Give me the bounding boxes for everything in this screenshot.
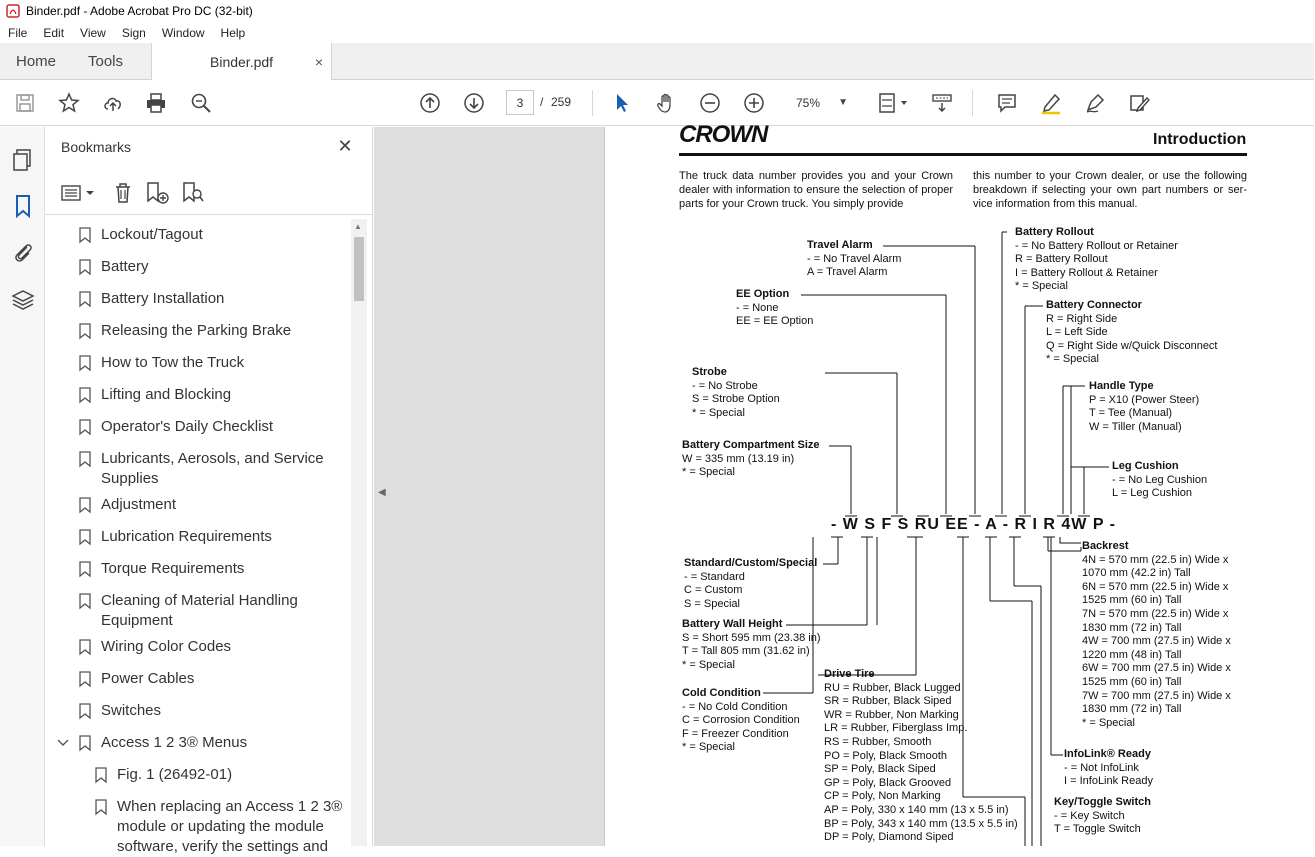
backrest-line: 4N = 570 mm (22.5 in) Wide x (1082, 553, 1229, 566)
battery-connector-line: R = Right Side (1046, 312, 1118, 325)
title-bar (0, 0, 1314, 22)
drive-tire-line: RS = Rubber, Smooth (824, 735, 932, 748)
bookmarks-panel (45, 127, 373, 855)
page-heading: Introduction (1153, 131, 1247, 148)
bookmark-icon (79, 703, 91, 719)
hand-tool-icon[interactable] (654, 91, 678, 115)
pdf-page (604, 121, 1314, 846)
select-cursor-icon[interactable] (610, 91, 634, 115)
handle-type-line: P = X10 (Power Steer) (1089, 393, 1200, 406)
battery-compartment-line: W = 335 mm (13.19 in) (682, 452, 795, 465)
zoom-out-icon[interactable] (698, 91, 722, 115)
bookmark-icon (79, 259, 91, 275)
strobe-line: - = No Strobe (692, 379, 758, 392)
handle-type-block (1089, 380, 1199, 434)
star-icon[interactable] (57, 91, 81, 115)
drive-tire-block (824, 668, 1018, 845)
page-number-input[interactable]: 3 (506, 90, 534, 115)
bookmark-label: Equipment (101, 612, 173, 629)
drive-tire-line: PO = Poly, Black Smooth (824, 749, 947, 762)
bookmark-label: Wiring Color Codes (101, 638, 232, 655)
bookmark-icon (79, 323, 91, 339)
menu-view[interactable]: View (80, 25, 106, 40)
battery-wall-height-line: * = Special (682, 658, 735, 671)
battery-connector-block (1046, 299, 1218, 367)
print-icon[interactable] (144, 91, 168, 115)
bookmark-icon (79, 387, 91, 403)
bookmark-icon (79, 497, 91, 513)
next-page-icon[interactable] (462, 91, 486, 115)
toolbar-divider-2 (972, 90, 973, 116)
bookmark-list (45, 219, 351, 855)
backrest-line: 1830 mm (72 in) Tall (1082, 703, 1182, 716)
bookmark-icon (79, 671, 91, 687)
page-total: 259 (551, 95, 572, 109)
chevron-down-icon: ▼ (838, 97, 848, 108)
backrest-block (1082, 540, 1231, 730)
bookmark-icon (79, 419, 91, 435)
panel-title: Bookmarks (61, 139, 132, 155)
scroll-mode-icon[interactable] (930, 91, 954, 115)
strobe-heading: Strobe (692, 366, 727, 378)
truck-data-code: - W S F S RU EE - A - R I R 4W P - (831, 516, 1116, 533)
tab-document[interactable] (151, 43, 332, 81)
strobe-line: S = Strobe Option (692, 393, 780, 406)
bookmark-icon (95, 767, 107, 783)
document-viewer[interactable] (374, 121, 1314, 846)
intro-paragraph-1: The truck data number provides you and your Crown dealer with information to ensure the selection of proper parts for your Crown truck. You simply provide (679, 170, 953, 210)
upload-cloud-icon[interactable] (101, 91, 125, 115)
zoom-search-icon[interactable] (189, 91, 213, 115)
bookmark-label: Switches (101, 702, 162, 719)
bookmark-label: Operator's Daily Checklist (101, 418, 274, 435)
handle-type-heading: Handle Type (1089, 380, 1154, 392)
backrest-line: 1070 mm (42.2 in) Tall (1082, 567, 1191, 580)
battery-connector-heading: Battery Connector (1046, 299, 1142, 311)
layers-icon[interactable] (11, 288, 35, 312)
bookmark-label: Cleaning of Material Handling (101, 592, 298, 609)
ee-option-heading: EE Option (736, 288, 790, 300)
bookmark-label: Battery (101, 258, 149, 275)
travel-alarm-block (807, 239, 901, 280)
drive-tire-line: BP = Poly, 343 x 140 mm (13.5 x 5.5 in) (824, 817, 1018, 830)
key-toggle-heading: Key/Toggle Switch (1054, 796, 1151, 808)
zoom-select[interactable] (786, 90, 852, 115)
standard-custom-block (684, 557, 817, 611)
drive-tire-line: SR = Rubber, Black Siped (824, 695, 952, 708)
page-fit-icon[interactable] (876, 91, 910, 115)
bookmark-label: Fig. 1 (26492-01) (117, 766, 233, 783)
menu-window[interactable]: Window (161, 25, 205, 40)
bookmark-label: Battery Installation (101, 290, 225, 307)
battery-compartment-line: * = Special (682, 466, 735, 479)
intro-paragraph-2: this number to your Crown dealer, or use the following breakdown if selecting your own part numbers or ser-vice information from this manual. (973, 170, 1247, 210)
backrest-line: 1220 mm (48 in) Tall (1082, 648, 1182, 661)
battery-compartment-heading: Battery Compartment Size (682, 439, 820, 451)
bookmark-label: module or updating the module (117, 818, 324, 835)
backrest-line: 1525 mm (60 in) Tall (1082, 675, 1182, 688)
menu-edit[interactable]: Edit (43, 25, 65, 40)
menu-bar (0, 22, 1314, 43)
bookmark-label: Releasing the Parking Brake (101, 322, 292, 339)
battery-wall-height-line: T = Tall 805 mm (31.62 in) (682, 645, 810, 658)
menu-help[interactable]: Help (220, 25, 246, 40)
leg-cushion-line: - = No Leg Cushion (1112, 473, 1208, 486)
battery-rollout-line: R = Battery Rollout (1015, 253, 1108, 266)
save-icon[interactable] (13, 91, 37, 115)
bookmark-icon (79, 291, 91, 307)
drive-tire-line: RU = Rubber, Black Lugged (824, 681, 961, 694)
page-separator: / (540, 95, 544, 109)
drive-tire-line: DP = Poly, Diamond Siped (824, 831, 954, 844)
leg-cushion-block (1112, 460, 1207, 501)
handle-type-line: W = Tiller (Manual) (1089, 420, 1182, 433)
battery-connector-line: L = Left Side (1046, 326, 1108, 339)
backrest-line: 4W = 700 mm (27.5 in) Wide x (1082, 635, 1231, 648)
infolink-line: I = InfoLink Ready (1064, 775, 1153, 788)
battery-rollout-block (1015, 226, 1178, 294)
cold-condition-heading: Cold Condition (682, 687, 761, 699)
backrest-line: 7W = 700 mm (27.5 in) Wide x (1082, 689, 1231, 702)
bookmark-icon (79, 735, 91, 751)
zoom-value: 75% (796, 95, 821, 110)
bookmark-label: When replacing an Access 1 2 3® (117, 798, 343, 815)
bookmark-scrollbar[interactable] (351, 219, 367, 846)
new-bookmark-icon[interactable] (145, 181, 169, 205)
infolink-line: - = Not InfoLink (1064, 761, 1139, 774)
travel-alarm-line: A = Travel Alarm (807, 266, 888, 279)
ee-option-line: - = None (736, 301, 779, 314)
bookmark-label: Lubrication Requirements (101, 528, 272, 545)
attachment-icon[interactable] (11, 240, 35, 264)
previous-page-icon[interactable] (418, 91, 442, 115)
key-toggle-line: T = Toggle Switch (1054, 823, 1141, 836)
main-toolbar (0, 80, 1314, 126)
options-menu-icon[interactable] (61, 181, 95, 205)
bookmark-label: Lockout/Tagout (101, 226, 203, 243)
side-rail (0, 127, 45, 846)
standard-custom-line: - = Standard (684, 570, 745, 583)
ee-option-line: EE = EE Option (736, 315, 814, 328)
key-toggle-line: - = Key Switch (1054, 809, 1125, 822)
comment-icon[interactable] (995, 91, 1019, 115)
tab-bar (0, 43, 1314, 80)
menu-file[interactable]: File (8, 25, 28, 40)
page-thumbnails-icon[interactable] (11, 148, 35, 172)
cold-condition-line: F = Freezer Condition (682, 727, 789, 740)
infolink-heading: InfoLink® Ready (1064, 748, 1151, 760)
battery-wall-height-block (682, 618, 820, 672)
battery-rollout-heading: Battery Rollout (1015, 226, 1094, 238)
bookmark-icon (95, 799, 107, 815)
toolbar-divider (592, 90, 593, 116)
strobe-block (692, 366, 780, 420)
acrobat-icon (6, 4, 20, 18)
svg-text:CROWN: CROWN (679, 121, 768, 148)
drive-tire-line: CP = Poly, Non Marking (824, 790, 941, 803)
tab-document-label: Binder.pdf (210, 54, 274, 70)
battery-rollout-line: I = Battery Rollout & Retainer (1015, 266, 1158, 279)
bookmark-label: software, verify the settings and (117, 838, 328, 855)
close-tab-icon[interactable]: × (314, 54, 323, 70)
backrest-line: 7N = 570 mm (22.5 in) Wide x (1082, 607, 1229, 620)
zoom-in-icon[interactable] (742, 91, 766, 115)
drive-tire-line: GP = Poly, Black Grooved (824, 776, 952, 789)
tab-tools[interactable]: Tools (88, 53, 124, 70)
bookmark-panel-icon[interactable] (11, 194, 35, 218)
bookmark-icon (79, 561, 91, 577)
drive-tire-heading: Drive Tire (824, 668, 875, 680)
battery-rollout-line: - = No Battery Rollout or Retainer (1015, 239, 1178, 252)
bookmark-icon (79, 451, 91, 467)
bookmark-icon (79, 639, 91, 655)
bookmark-icon (79, 227, 91, 243)
bookmark-label: Access 1 2 3® Menus (101, 734, 248, 751)
ee-option-block (736, 288, 813, 329)
battery-wall-height-heading: Battery Wall Height (682, 618, 783, 630)
delete-bookmark-icon[interactable] (113, 181, 133, 205)
bookmark-label: Adjustment (101, 496, 177, 513)
highlight-pen-icon[interactable] (1039, 91, 1063, 115)
battery-connector-line: Q = Right Side w/Quick Disconnect (1046, 339, 1218, 352)
scroll-up-icon[interactable]: ▲ (354, 222, 362, 231)
drive-tire-line: AP = Poly, 330 x 140 mm (13 x 5.5 in) (824, 803, 1009, 816)
scrollbar-thumb[interactable] (354, 237, 364, 301)
bookmark-label: How to Tow the Truck (101, 354, 245, 371)
infolink-block (1064, 748, 1153, 789)
standard-custom-line: C = Custom (684, 584, 743, 597)
handle-type-line: T = Tee (Manual) (1089, 407, 1173, 420)
battery-rollout-line: * = Special (1015, 280, 1068, 293)
find-bookmark-icon[interactable] (181, 181, 205, 205)
bookmark-label: Lubricants, Aerosols, and Service (101, 450, 324, 467)
tab-home[interactable]: Home (16, 53, 57, 70)
bookmark-label: Power Cables (101, 670, 195, 687)
close-icon[interactable]: ✕ (337, 135, 353, 156)
bookmark-icon (79, 593, 91, 609)
strobe-line: * = Special (692, 406, 745, 419)
collapse-panel-icon[interactable]: ◀ (378, 487, 386, 498)
menu-sign[interactable]: Sign (121, 25, 146, 40)
drive-tire-line: WR = Rubber, Non Marking (824, 708, 959, 721)
leg-cushion-heading: Leg Cushion (1112, 460, 1179, 472)
cold-condition-line: C = Corrosion Condition (682, 714, 800, 727)
battery-connector-line: * = Special (1046, 353, 1099, 366)
cold-condition-line: - = No Cold Condition (682, 700, 788, 713)
backrest-line: 6N = 570 mm (22.5 in) Wide x (1082, 580, 1229, 593)
key-toggle-block (1054, 796, 1151, 837)
backrest-line: * = Special (1082, 716, 1135, 729)
battery-compartment-block (682, 439, 820, 480)
bookmark-label: Lifting and Blocking (101, 386, 232, 403)
bookmark-icon (79, 529, 91, 545)
drive-tire-line: SP = Poly, Black Siped (824, 763, 936, 776)
standard-custom-line: S = Special (684, 597, 740, 610)
backrest-line: 1830 mm (72 in) Tall (1082, 621, 1182, 634)
chevron-down-icon[interactable] (57, 738, 69, 748)
drive-tire-line: LR = Rubber, Fiberglass Imp. (824, 722, 968, 735)
battery-wall-height-line: S = Short 595 mm (23.38 in) (682, 631, 821, 644)
backrest-heading: Backrest (1082, 540, 1129, 552)
travel-alarm-line: - = No Travel Alarm (807, 252, 902, 265)
travel-alarm-heading: Travel Alarm (807, 239, 873, 251)
standard-custom-heading: Standard/Custom/Special (684, 557, 818, 569)
fill-sign-icon[interactable] (1127, 91, 1151, 115)
window-title: Binder.pdf - Adobe Acrobat Pro DC (32-bit) (26, 4, 253, 18)
bookmark-label: Supplies (101, 470, 159, 487)
leg-cushion-line: L = Leg Cushion (1112, 487, 1193, 500)
bookmark-icon (79, 355, 91, 371)
backrest-line: 1525 mm (60 in) Tall (1082, 594, 1182, 607)
draw-pen-icon[interactable] (1083, 91, 1107, 115)
bookmark-label: Torque Requirements (101, 560, 245, 577)
cold-condition-line: * = Special (682, 741, 735, 754)
cold-condition-block (682, 687, 800, 755)
bookmark-toolbar (45, 173, 373, 215)
backrest-line: 6W = 700 mm (27.5 in) Wide x (1082, 662, 1231, 675)
